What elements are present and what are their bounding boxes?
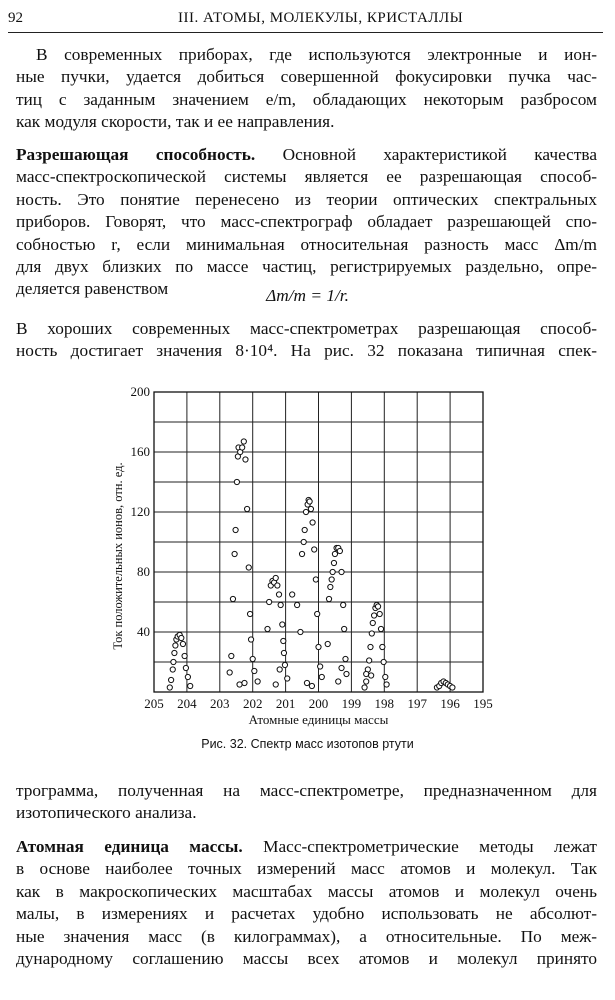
data-point: [337, 548, 342, 553]
data-point: [313, 577, 318, 582]
text-line: приборов. Говорят, что масс-спектрограф обладает разрешающей спо-: [16, 212, 597, 232]
data-point: [273, 575, 278, 580]
data-point: [170, 667, 175, 672]
section-heading: Разрешающая способность.: [16, 145, 256, 164]
data-point: [240, 445, 245, 450]
data-point: [234, 479, 239, 484]
data-point: [364, 671, 369, 676]
data-point: [237, 682, 242, 687]
section-first-line: [16, 836, 597, 858]
text-line: В хороших современных масс-спектрометрах разрешающая способ-: [16, 319, 597, 338]
data-point: [308, 506, 313, 511]
data-point: [369, 631, 374, 636]
text-line: ные пучки, удается добиться совершенной фокусировки пучка час-: [16, 67, 597, 87]
x-tick-label: 201: [275, 696, 296, 711]
x-tick-label: 199: [341, 696, 362, 711]
data-point: [310, 520, 315, 525]
data-point: [280, 622, 285, 627]
running-header: [8, 6, 603, 33]
data-point: [299, 551, 304, 556]
data-point: [372, 613, 377, 618]
data-point: [377, 611, 382, 616]
text-line: тиц с заданным значением e/m, обладающих некоторым разбросом: [16, 89, 597, 109]
data-point: [332, 551, 337, 556]
data-point: [285, 676, 290, 681]
paragraph-2: [16, 780, 597, 825]
text-line: для двух близких по массе частиц, регистрируемых раздельно, опре-: [16, 257, 597, 277]
y-axis-label: Ток положительных ионов, отн. ед.: [111, 462, 125, 650]
data-point: [277, 667, 282, 672]
data-point: [246, 565, 251, 570]
data-point: [281, 650, 286, 655]
data-point: [344, 671, 349, 676]
data-point: [384, 682, 389, 687]
section-atomic-mass-unit: [16, 836, 597, 970]
x-tick-label: 197: [407, 696, 427, 711]
y-tick-label: 160: [130, 444, 150, 459]
data-point: [265, 626, 270, 631]
x-tick-label: 203: [210, 696, 230, 711]
data-point: [229, 653, 234, 658]
data-point: [312, 547, 317, 552]
data-point: [171, 659, 176, 664]
data-point: [290, 592, 295, 597]
data-point: [276, 592, 281, 597]
data-point: [319, 674, 324, 679]
data-point: [339, 569, 344, 574]
y-tick-label: 200: [130, 384, 150, 399]
mass-spectrum-chart: [108, 382, 508, 732]
text-line: масс-спектроскопической системы является ее разрешающая способ-: [16, 167, 597, 187]
text-line: как модуля скорости, так и ее направления.: [16, 112, 335, 132]
data-point: [183, 665, 188, 670]
text-line: как в макроскопических масштабах массы атомов и молекул очень: [16, 881, 597, 901]
text-fragment: Основной характеристикой качества: [255, 145, 597, 164]
text-line: изотопического анализа.: [16, 803, 197, 823]
section-heading: Атомная единица массы.: [16, 837, 243, 856]
data-point: [367, 658, 372, 663]
x-tick-label: 198: [374, 696, 395, 711]
y-tick-label: 120: [130, 504, 150, 519]
data-point: [180, 641, 185, 646]
paragraph-after-formula: [16, 318, 597, 363]
data-point: [281, 638, 286, 643]
data-point: [275, 583, 280, 588]
data-point: [298, 629, 303, 634]
running-title: III. АТОМЫ, МОЛЕКУЛЫ, КРИСТАЛЛЫ: [178, 10, 464, 26]
data-point: [331, 560, 336, 565]
data-point: [325, 641, 330, 646]
data-point: [188, 683, 193, 688]
text-line: ные значения масс (в килограммах), а относительные. По меж-: [16, 926, 597, 946]
x-tick-label: 202: [242, 696, 263, 711]
text-line: собностью r, если минимальная относительная разность масс Δm/m: [16, 234, 597, 254]
data-point: [380, 644, 385, 649]
data-point: [247, 611, 252, 616]
data-point: [173, 643, 178, 648]
data-point: [245, 506, 250, 511]
data-point: [307, 499, 312, 504]
data-point: [255, 679, 260, 684]
paragraph-1: [16, 44, 597, 134]
data-point: [172, 650, 177, 655]
data-point: [267, 599, 272, 604]
x-tick-label: 205: [144, 696, 164, 711]
data-point: [273, 682, 278, 687]
data-point: [362, 685, 367, 690]
data-point: [375, 604, 380, 609]
formula: Δm/m = 1/r.: [266, 286, 349, 305]
data-point: [315, 611, 320, 616]
data-point: [304, 680, 309, 685]
data-point: [243, 457, 248, 462]
data-point: [368, 644, 373, 649]
data-point: [230, 596, 235, 601]
data-point: [241, 439, 246, 444]
data-point: [250, 656, 255, 661]
data-point: [336, 679, 341, 684]
text-fragment: Масс-спектрометрические методы лежат: [242, 837, 597, 856]
x-tick-label: 195: [473, 696, 493, 711]
data-point: [301, 539, 306, 544]
x-tick-label: 204: [177, 696, 197, 711]
data-point: [330, 569, 335, 574]
data-point: [303, 509, 308, 514]
text-line: ность. Это понятие перенесено из теории оптических спектральных: [16, 189, 597, 209]
data-point: [370, 620, 375, 625]
data-point: [185, 674, 190, 679]
data-point: [233, 527, 238, 532]
data-point: [227, 670, 232, 675]
data-point: [295, 602, 300, 607]
page-number: 92: [8, 10, 23, 26]
x-tick-label: 200: [308, 696, 329, 711]
data-point: [179, 635, 184, 640]
data-point: [169, 677, 174, 682]
text-line: деляется равенством: [16, 279, 169, 299]
data-point: [450, 685, 455, 690]
data-point: [242, 680, 247, 685]
data-point: [248, 637, 253, 642]
data-point: [364, 679, 369, 684]
data-point: [369, 673, 374, 678]
data-point: [341, 602, 346, 607]
text-line: ность достигает значения 8·10⁴. На рис. 32 показана типичная спек-: [16, 341, 597, 361]
text-line: трограмма, полученная на масс-спектрометре, предназначенном для: [16, 781, 597, 800]
data-point: [329, 577, 334, 582]
data-point: [383, 674, 388, 679]
text-line: малы, в измерениях и расчетах удобно использовать не абсолют-: [16, 904, 597, 924]
text-line: дународному соглашению массы всех атомов и молекул принято: [16, 949, 597, 969]
data-point: [343, 656, 348, 661]
data-point: [302, 527, 307, 532]
data-point: [342, 626, 347, 631]
data-point: [318, 664, 323, 669]
data-point: [282, 662, 287, 667]
data-point: [232, 551, 237, 556]
figure-caption: Рис. 32. Спектр масс изотопов ртути: [201, 737, 414, 751]
data-point: [339, 665, 344, 670]
data-point: [326, 596, 331, 601]
data-point: [278, 602, 283, 607]
data-point: [378, 626, 383, 631]
data-point: [316, 644, 321, 649]
y-tick-label: 40: [137, 624, 150, 639]
data-point: [182, 653, 187, 658]
y-tick-label: 80: [137, 564, 150, 579]
x-axis-label: Атомные единицы массы: [248, 712, 389, 727]
data-point: [167, 685, 172, 690]
data-point: [381, 659, 386, 664]
text-line: в основе наиболее точных измерений масс атомов и молекул. Так: [16, 859, 597, 879]
data-point: [328, 584, 333, 589]
section-resolution: [16, 144, 597, 301]
section-first-line: [16, 144, 597, 166]
x-tick-label: 196: [440, 696, 460, 711]
data-point: [309, 683, 314, 688]
text-line: В современных приборах, где используются электронные и ион-: [36, 45, 597, 64]
data-point: [252, 668, 257, 673]
